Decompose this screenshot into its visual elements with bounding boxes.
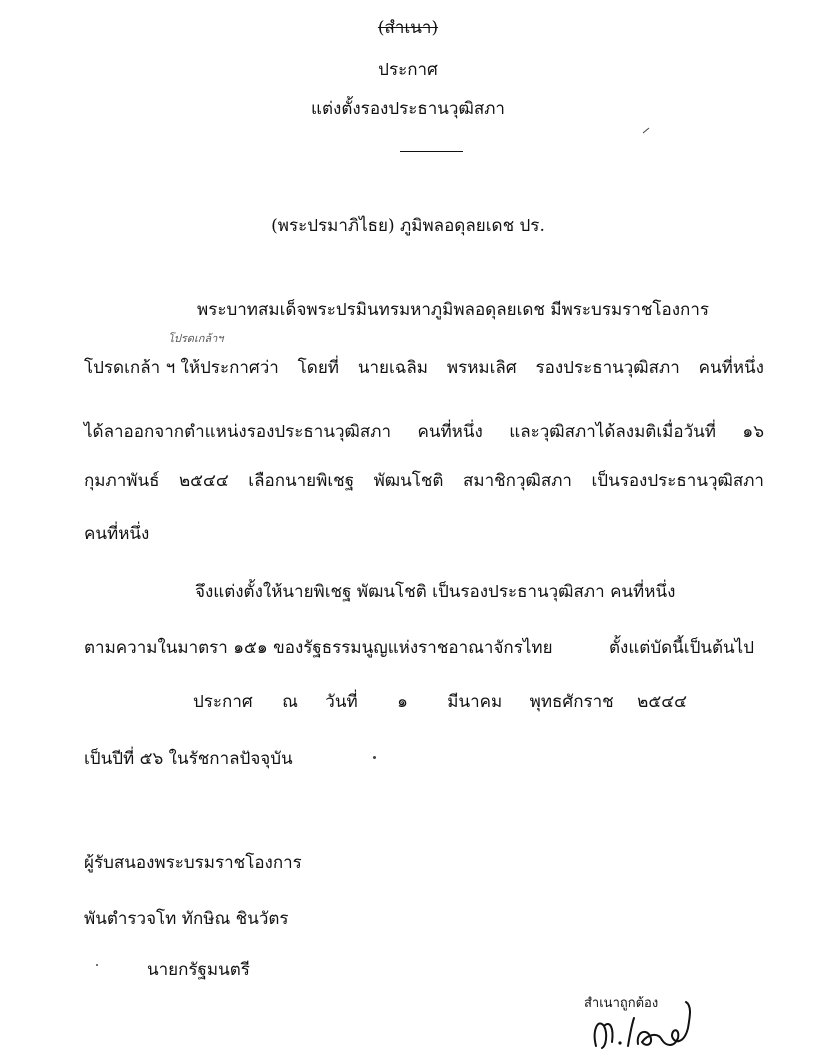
body-line-4-part: พัฒนโชติ — [373, 471, 444, 491]
body-line-3-part: ได้ลาออกจากตำแหน่งรองประธานวุฒิสภา — [84, 422, 392, 442]
date-era-label: พุทธศักราช — [529, 692, 614, 712]
date-day-label: วันที่ — [325, 692, 358, 712]
body-line-5: คนที่หนึ่ง — [84, 524, 150, 544]
body-line-2-part: รองประธานวุฒิสภา — [535, 358, 680, 378]
date-at: ณ — [282, 692, 298, 712]
body-line-7-part: ตามความในมาตรา ๑๕๑ ของรัฐธรรมนูญแห่งราชอาณาจักรไทย — [84, 638, 553, 658]
body-line-4-part: ๒๕๔๔ — [178, 471, 229, 491]
body-line-7 — [84, 636, 754, 660]
scan-speck — [96, 964, 98, 966]
document-title: แต่งตั้งรองประธานวุฒิสภา — [311, 99, 505, 119]
body-line-1: พระบาทสมเด็จพระปรมินทรมหาภูมิพลอดุลยเดช มีพระบรมราชโองการ — [197, 300, 710, 320]
body-line-2 — [84, 356, 764, 380]
body-line-2-part: คนที่หนึ่ง — [698, 358, 764, 378]
body-line-3-part: และวุฒิสภาได้ลงมติเมื่อวันที่ — [509, 422, 716, 442]
body-line-2-part: พรหมเลิศ — [446, 358, 517, 378]
date-label: ประกาศ — [193, 692, 253, 712]
title-divider — [400, 151, 463, 152]
date-day: ๑ — [397, 692, 408, 712]
royal-signature: (พระปรมาภิไธย) ภูมิพลอดุลยเดช ปร. — [271, 216, 545, 236]
handwritten-signature — [588, 998, 708, 1052]
body-line-3-part: คนที่หนึ่ง — [417, 422, 483, 442]
body-line-2-part: โดยที่ — [297, 358, 339, 378]
body-line-2-part: โปรดเกล้า ฯ ให้ประกาศว่า — [84, 358, 279, 378]
body-line-3 — [84, 420, 764, 444]
body-line-2-part: นายเฉลิม — [357, 358, 429, 378]
date-month: มีนาคม — [447, 692, 503, 712]
handwritten-insert: โปรดเกล้าฯ — [168, 332, 224, 345]
body-line-3-part: ๑๖ — [742, 422, 764, 442]
scan-speck — [373, 756, 376, 759]
body-line-4-part: สมาชิกวุฒิสภา — [462, 471, 572, 491]
copy-mark: (สำเนา) — [377, 18, 439, 38]
proclamation-date — [193, 690, 687, 714]
document-type: ประกาศ — [378, 60, 438, 80]
reign-year: เป็นปีที่ ๕๖ ในรัชกาลปัจจุบัน — [84, 749, 293, 769]
countersign-heading: ผู้รับสนองพระบรมราชโองการ — [84, 853, 302, 873]
date-year: ๒๕๔๔ — [637, 692, 687, 712]
body-line-6: จึงแต่งตั้งให้นายพิเชฐ พัฒนโชติ เป็นรองประธานวุฒิสภา คนที่หนึ่ง — [195, 582, 676, 602]
body-line-4-part: กุมภาพันธ์ — [84, 471, 160, 491]
body-line-4 — [84, 469, 764, 493]
body-line-4-part: เลือกนายพิเชฐ — [248, 471, 355, 491]
countersign-position: นายกรัฐมนตรี — [147, 960, 250, 980]
body-line-7-part: ตั้งแต่บัดนี้เป็นต้นไป — [608, 638, 754, 658]
countersign-name: พันตำรวจโท ทักษิณ ชินวัตร — [84, 909, 289, 929]
body-line-4-part: เป็นรองประธานวุฒิสภา — [591, 471, 764, 491]
scan-speck — [643, 128, 650, 134]
certification-label: สำเนาถูกต้อง — [584, 996, 659, 1011]
